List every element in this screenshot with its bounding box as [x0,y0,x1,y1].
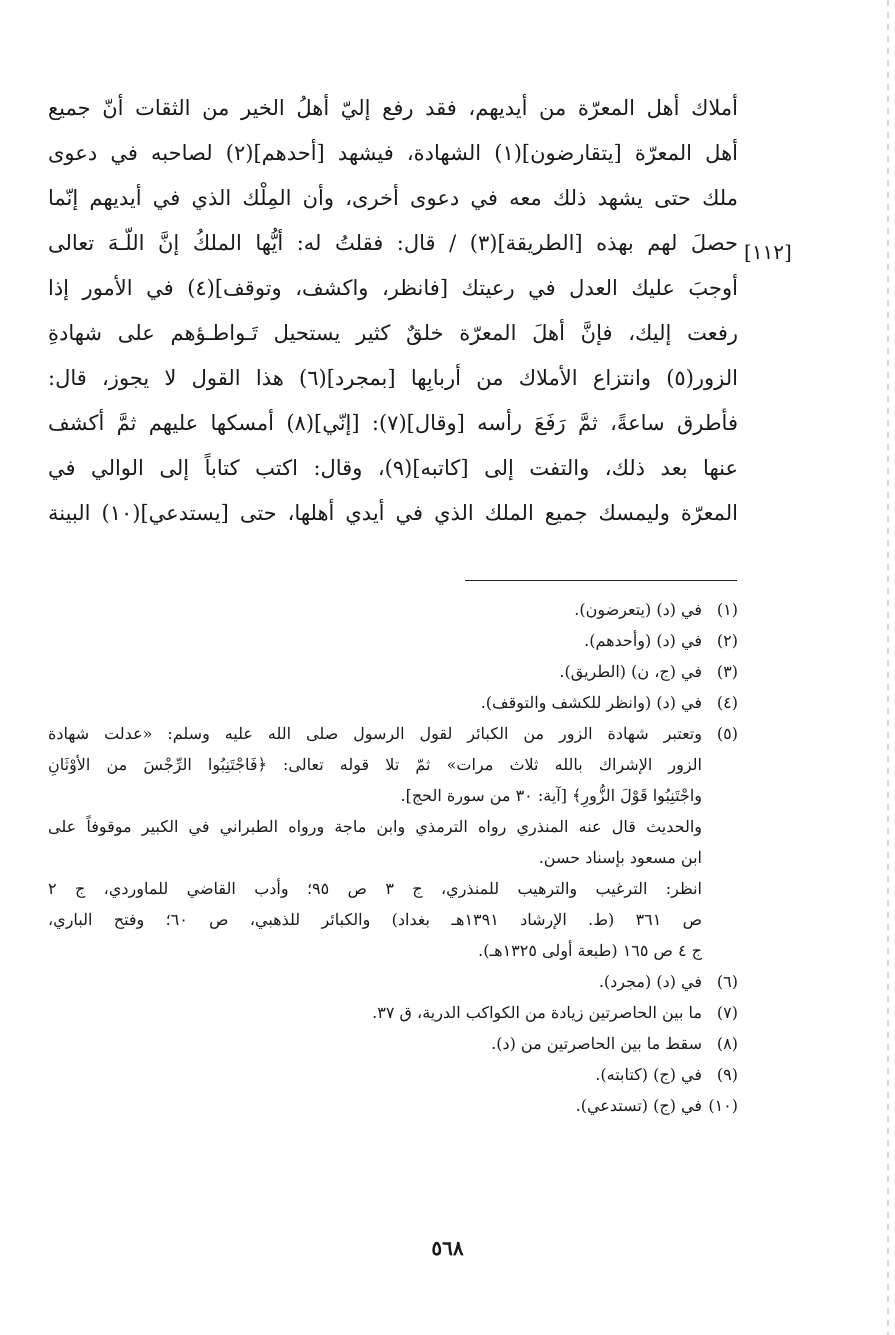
main-text-line: الزور(٥) وانتزاع الأملاك من أربابِها [بمجرد](٦) هذا القول لا يجوز، قال: [48,366,738,390]
manuscript-folio-marker: [١١٢] [744,240,792,264]
footnote [48,997,738,1028]
footnote-number: (٨) [716,1034,738,1053]
footnote-number: (٦) [716,972,738,991]
main-text-line: أوجبَ عليك العدل في رعيتك [فانظر، واكشف، وتوقف](٤) في الأمور إذا [48,276,738,300]
footnote-text: في (د) (يتعرضون). [574,600,702,619]
main-text [48,86,738,536]
footnote-text: في (ج) (كتابته). [595,1065,702,1084]
main-text-line: ملك حتى يشهد ذلك معه في دعوى أخرى، وأن المِلْك الذي في أيديهم إنّما [48,186,738,210]
footnote-text: في (ج) (تستدعي). [575,1096,702,1115]
footnote-text: وتعتبر شهادة الزور من الكبائر لقول الرسول صلى الله عليه وسلم: «عدلت شهادة [48,724,702,743]
footnote-number: (٢) [716,631,738,650]
footnote-text: سقط ما بين الحاصرتين من (د). [491,1034,702,1053]
footnotes [48,594,738,1121]
footnote-number: (٩) [716,1065,738,1084]
footnote-text: في (د) (وأحدهم). [584,631,702,650]
footnote-text: ابن مسعود بإسناد حسن. [538,848,702,867]
footnote [48,656,738,687]
footnote [48,1090,738,1121]
footnote [48,687,738,718]
footnote-number: (٧) [716,1003,738,1022]
footnote-text: واجْتَنِبُوا قَوْلَ الزُّورِ﴾ [آية: ٣٠ من سورة الحج]. [400,786,702,805]
footnote-text: والحديث قال عنه المنذري رواه الترمذي وابن ماجة ورواه الطبراني في الكبير موقوفاً على [48,817,702,836]
footnote [48,1028,738,1059]
main-text-line: أهل المعرّة [يتقارضون](١) الشهادة، فيشهد [أحدهم](٢) لصاحبه في دعوى [48,141,738,165]
footnote [48,594,738,625]
footnote-number: (٥) [716,724,738,743]
footnote-number: (١) [716,600,738,619]
footnote-text: في (د) (وانظر للكشف والتوقف). [480,693,702,712]
main-text-line: حصلَ لهم بهذه [الطريقة](٣) / قال: فقلتُ له: أيُّها الملكُ إنَّ اللّـهَ تعالى [48,231,738,255]
footnote-text: ما بين الحاصرتين زيادة من الكواكب الدرية، ق ٣٧. [372,1003,702,1022]
footnote-text: انظر: الترغيب والترهيب للمنذري، ج ٣ ص ٩٥؛ وأدب القاضي للماوردي، ج ٢ [48,879,702,898]
footnote-number: (١٠) [708,1096,738,1115]
main-text-line: عنها بعد ذلك، والتفت إلى [كاتبه](٩)، وقال: اكتب كتاباً إلى الوالي في [48,456,738,480]
footnote-text: ص ٣٦١ (ط. الإرشاد ١٣٩١هـ بغداد) والكبائر للذهبي، ص ٦٠؛ وفتح الباري، [48,910,702,929]
scan-edge-artifact [887,0,889,1335]
footnote [48,718,738,966]
footnote [48,966,738,997]
main-text-line: المعرّة وليمسك جميع الملك الذي في أيدي أهلها، حتى [يستدعي](١٠) البينة [48,501,738,525]
footnote [48,1059,738,1090]
main-text-line: فأطرق ساعةً، ثمَّ رَفَعَ رأسه [وقال](٧): [إنّي](٨) أمسكها عليهم ثمَّ أكشف [48,411,738,435]
footnote-text: في (د) (مجرد). [598,972,702,991]
footnote-number: (٣) [716,662,738,681]
footnote-number: (٤) [716,693,738,712]
main-text-line: رفعت إليك، فإنَّ أهلَ المعرّة خلقٌ كثير يستحيل تَـواطـؤهم على شهادةِ [48,321,738,345]
footnote-text: الزور الإشراك بالله ثلاث مرات» ثمّ تلا قوله تعالى: ﴿فَاجْتَنِبُوا الرِّجْسَ من الأوْثَانِ [48,755,702,774]
footnote-divider [465,580,737,581]
footnote-text: في (ج، ن) (الطريق). [559,662,702,681]
footnote-text: ج ٤ ص ١٦٥ (طبعة أولى ١٣٢٥هـ). [478,941,702,960]
main-text-line: أملاك أهل المعرّة من أيديهم، فقد رفع إليّ أهلُ الخير من الثقات أنّ جميع [48,96,738,120]
footnote [48,625,738,656]
page-number: ٥٦٨ [431,1236,464,1260]
